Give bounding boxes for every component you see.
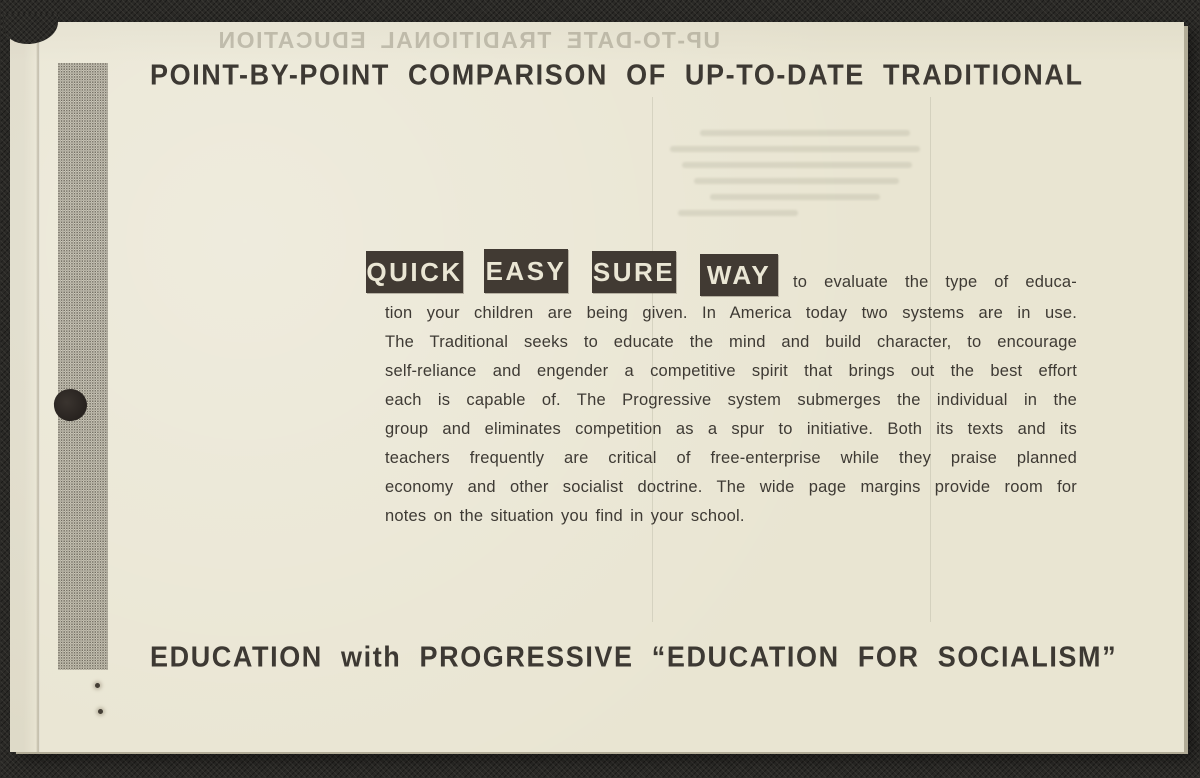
paragraph-line: self-reliance and engender a competitive spirit that brings out the best effort	[385, 362, 1077, 380]
badge-row	[366, 251, 1077, 293]
corner-notch	[4, 14, 58, 44]
show-through-heading: UP-TO-DATE TRADITIONAL EDUCATION	[217, 27, 720, 53]
paragraph-line: The Traditional seeks to educate the mind and build character, to encourage	[385, 333, 1077, 351]
binding-halftone-strip	[58, 63, 108, 670]
badge-easy: EASY	[484, 249, 568, 293]
show-through-text-smudge	[694, 178, 899, 184]
paragraph-line: to evaluate the type of educa-	[793, 273, 1077, 291]
badge-quick: QUICK	[366, 251, 463, 293]
show-through-text-smudge	[678, 210, 798, 216]
show-through-text-smudge	[700, 130, 910, 136]
paragraph-line: teachers frequently are critical of free-enterprise while they praise planned	[385, 449, 1077, 467]
paragraph-line: economy and other socialist doctrine. The wide page margins provide room for	[385, 478, 1077, 496]
staple-hole	[98, 709, 103, 714]
paragraph-line: tion your children are being given. In America today two systems are in use.	[385, 304, 1077, 322]
show-through-text-smudge	[682, 162, 912, 168]
paragraph-line: each is capable of. The Progressive system submerges the individual in the	[385, 391, 1077, 409]
show-through-text-smudge	[710, 194, 880, 200]
paragraph-line: group and eliminates competition as a spur to initiative. Both its texts and its	[385, 420, 1077, 438]
badge-way: WAY	[700, 254, 778, 296]
pamphlet-page	[10, 22, 1184, 752]
fold-crease	[36, 22, 40, 752]
top-headline: POINT-BY-POINT COMPARISON OF UP-TO-DATE TRADITIONAL	[150, 59, 1084, 91]
show-through-text-smudge	[670, 146, 920, 152]
paragraph-line: notes on the situation you find in your school.	[385, 507, 745, 525]
staple-hole	[95, 683, 100, 688]
bottom-headline: EDUCATION with PROGRESSIVE “EDUCATION FOR SOCIALISM”	[150, 641, 1118, 673]
badge-sure: SURE	[592, 251, 676, 293]
body-paragraph	[366, 251, 1077, 531]
